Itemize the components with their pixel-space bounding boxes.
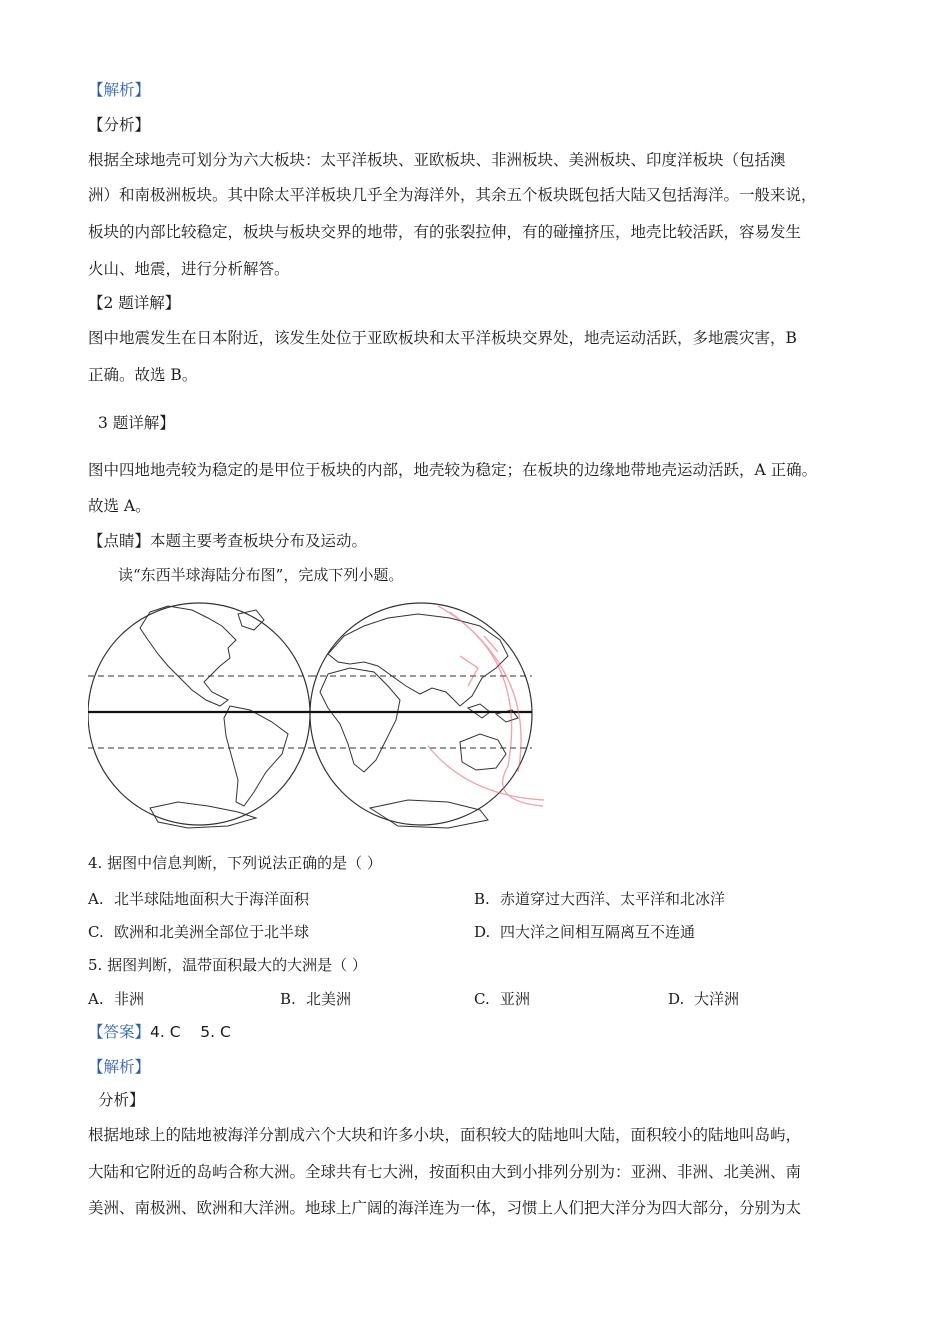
answer-text: 4. C 5. C (150, 1023, 231, 1041)
q4-option-b[interactable] (474, 888, 725, 909)
option-letter: D. (668, 990, 685, 1008)
jiexi-heading-2: 【解析】 (88, 1058, 151, 1076)
q5-option-b[interactable] (280, 988, 351, 1009)
analysis-line-4: 火山、地震，进行分析解答。 (88, 260, 290, 278)
option-letter: B. (474, 890, 490, 908)
q5-option-a[interactable] (88, 988, 144, 1009)
figure-intro: 读“东西半球海陆分布图”，完成下列小题。 (118, 566, 404, 584)
fenxi-heading: 【分析】 (88, 116, 151, 134)
dianjing-line (88, 531, 367, 551)
option-text: 北美洲 (306, 990, 352, 1008)
fenxi-heading-2: 分析】 (98, 1091, 145, 1109)
q3-detail-line-1: 图中四地地壳较为稳定的是甲位于板块的内部，地壳较为稳定；在板块的边缘地带地壳运动活跃，A 正确。 (88, 461, 818, 479)
q2-detail-line-2: 正确。故选 B。 (88, 366, 198, 384)
eastern-hemisphere (310, 603, 532, 828)
analysis-line-3: 板块的内部比较稳定，板块与板块交界的地带，有的张裂拉伸，有的碰撞挤压，地壳比较活跃，容易发生 (88, 223, 802, 241)
answer-tag: 【答案】 (88, 1023, 151, 1041)
option-text: 大洋洲 (694, 990, 740, 1008)
analysis2-line-2: 大陆和它附近的岛屿合称大洲。全球共有七大洲，按面积由大到小排列分别为：亚洲、非洲、北美洲、南 (88, 1163, 802, 1181)
q2-detail-heading: 【2 题详解】 (88, 294, 181, 312)
q5-stem: 5. 据图判断，温带面积最大的大洲是（ ） (88, 956, 367, 974)
q4-option-a[interactable] (88, 888, 309, 909)
analysis-line-1: 根据全球地壳可划分为六大板块：太平洋板块、亚欧板块、非洲板块、美洲板块、印度洋板块（包括澳 (88, 151, 786, 169)
option-text: 亚洲 (500, 990, 531, 1008)
hemisphere-map (88, 596, 548, 834)
analysis2-line-3: 美洲、南极洲、欧洲和大洋洲。地球上广阔的海洋连为一体，习惯上人们把大洋分为四大部分，分别为太 (88, 1199, 802, 1217)
stamp-mark (428, 606, 544, 806)
q3-detail-line-2: 故选 A。 (88, 497, 151, 515)
option-letter: A. (88, 890, 104, 908)
option-letter: B. (280, 990, 296, 1008)
analysis-line-2: 洲）和南极洲板块。其中除太平洋板块几乎全为海洋外，其余五个板块既包括大陆又包括海洋。一般来说， (88, 186, 817, 204)
q4-option-d[interactable] (474, 921, 695, 942)
option-text: 非洲 (114, 990, 145, 1008)
option-text: 四大洋之间相互隔离互不连通 (500, 923, 696, 941)
western-hemisphere (88, 603, 310, 828)
option-text: 赤道穿过大西洋、太平洋和北冰洋 (500, 890, 726, 908)
dianjing-text: 本题主要考查板块分布及运动。 (150, 532, 368, 550)
jiexi-heading: 【解析】 (88, 81, 151, 99)
option-text: 北半球陆地面积大于海洋面积 (114, 890, 310, 908)
q3-detail-heading: 3 题详解】 (98, 414, 175, 432)
option-letter: D. (474, 923, 491, 941)
q5-option-d[interactable] (668, 988, 739, 1009)
analysis2-line-1: 根据地球上的陆地被海洋分割成六个大块和许多小块，面积较大的陆地叫大陆，面积较小的陆地叫岛屿， (88, 1126, 802, 1144)
q2-detail-line-1: 图中地震发生在日本附近，该发生处位于亚欧板块和太平洋板块交界处，地壳运动活跃，多地震灾害，B (88, 329, 797, 347)
option-letter: C. (88, 923, 104, 941)
q4-option-c[interactable] (88, 921, 309, 942)
option-letter: C. (474, 990, 490, 1008)
q5-option-c[interactable] (474, 988, 530, 1009)
q4-stem: 4. 据图中信息判断，下列说法正确的是（ ） (88, 854, 382, 872)
option-letter: A. (88, 990, 104, 1008)
option-text: 欧洲和北美洲全部位于北半球 (114, 923, 310, 941)
answer-line (88, 1022, 231, 1042)
dianjing-tag: 【点睛】 (88, 532, 151, 550)
